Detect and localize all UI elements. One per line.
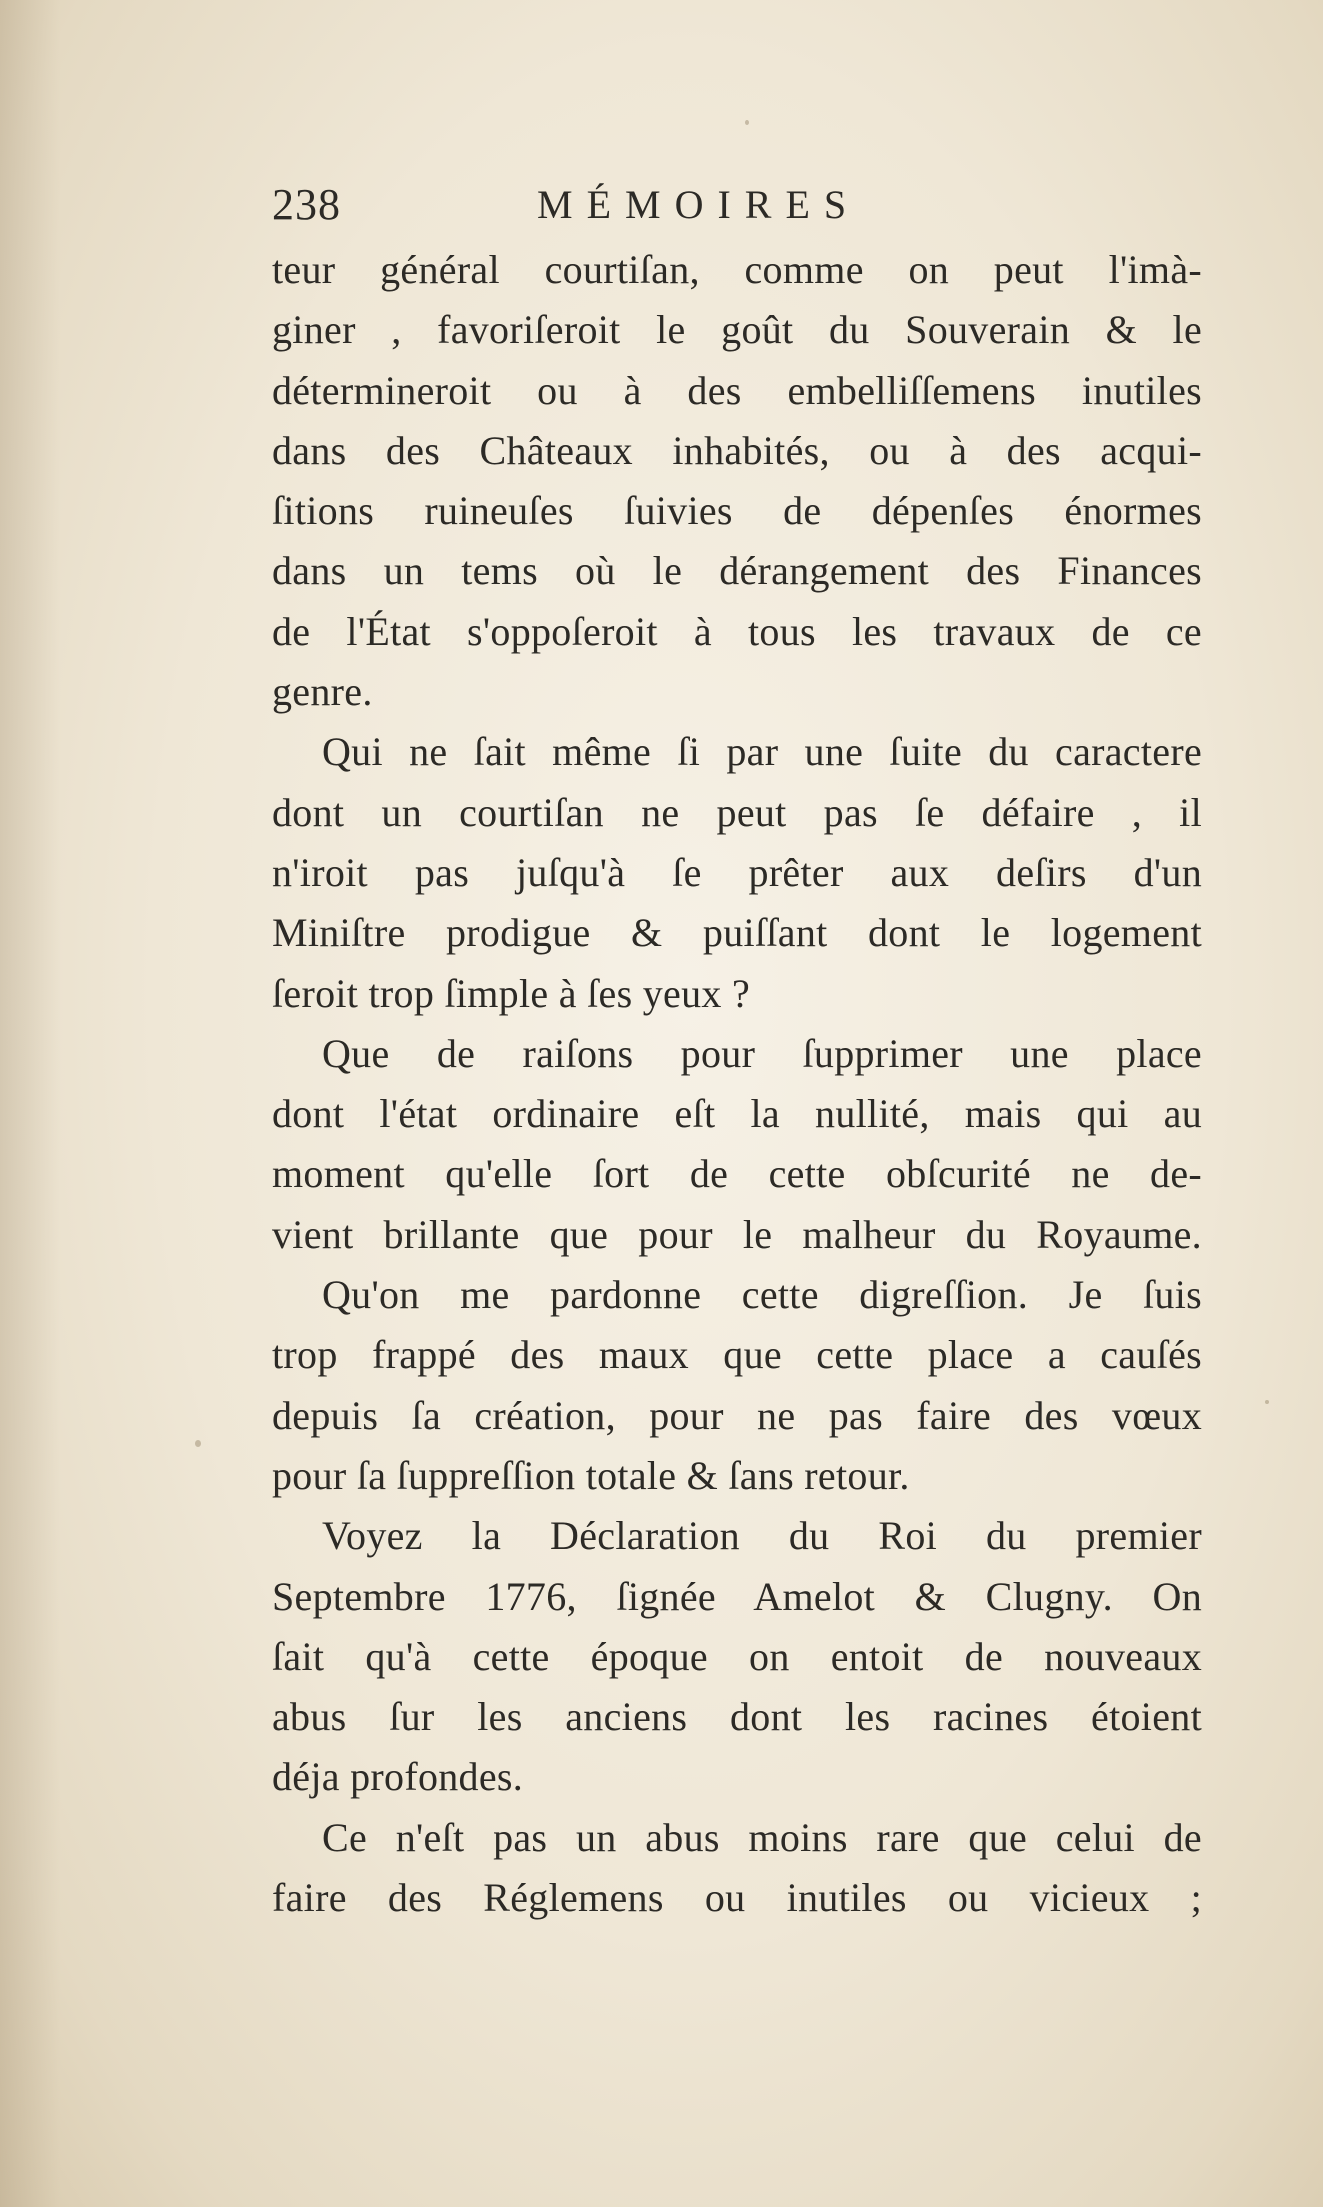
text-line: trop frappé des maux que cette place a cauſés	[272, 1332, 1202, 1378]
text-line: depuis ſa création, pour ne pas faire des vœux	[272, 1392, 1202, 1438]
text-line: pour ſa ſuppreſſion totale & ſans retour.	[272, 1452, 910, 1498]
text-line: Septembre 1776, ſignée Amelot & Clugny. On	[272, 1573, 1202, 1619]
text-line: giner , favoriſeroit le goût du Souverain & le	[272, 307, 1202, 353]
text-line: teur général courtiſan, comme on peut l'imà-	[272, 247, 1202, 292]
text-line: Qu'on me pardonne cette digreſſion. Je ſuis	[322, 1272, 1202, 1318]
text-line: déja profondes.	[272, 1754, 524, 1800]
text-line: ſitions ruineuſes ſuivies de dépenſes énormes	[272, 488, 1202, 534]
page-edge-shadow	[0, 0, 60, 2207]
text-line: de l'État s'oppoſeroit à tous les travaux de ce	[272, 608, 1202, 654]
text-line: dont l'état ordinaire eſt la nullité, mais qui au	[272, 1091, 1202, 1137]
text-line: n'iroit pas juſqu'à ſe prêter aux deſirs d'un	[272, 849, 1202, 895]
text-line: ſait qu'à cette époque on entoit de nouveaux	[272, 1633, 1202, 1679]
text-line: abus ſur les anciens dont les racines étoient	[272, 1694, 1202, 1740]
text-line: Ce n'eſt pas un abus moins rare que celui de	[322, 1814, 1202, 1860]
text-line: ſeroit trop ſimple à ſes yeux ?	[272, 970, 751, 1016]
text-line: dont un courtiſan ne peut pas ſe défaire , il	[272, 789, 1202, 835]
paper-blemish	[195, 1440, 201, 1447]
text-line: vient brillante que pour le malheur du Royaume.	[272, 1211, 1202, 1257]
paper-blemish	[1265, 1400, 1269, 1404]
text-line: Voyez la Déclaration du Roi du premier	[322, 1513, 1202, 1559]
body-text	[272, 240, 1202, 1928]
text-line: Que de raiſons pour ſupprimer une place	[322, 1030, 1202, 1076]
text-line: faire des Réglemens ou inutiles ou vicieux ;	[272, 1875, 1202, 1921]
text-line: Miniſtre prodigue & puiſſant dont le logement	[272, 910, 1202, 956]
text-line: genre.	[272, 669, 373, 715]
text-line: moment qu'elle ſort de cette obſcurité ne de-	[272, 1151, 1202, 1197]
text-line: détermineroit ou à des embelliſſemens inutiles	[272, 367, 1202, 413]
text-line: dans un tems où le dérangement des Finances	[272, 548, 1202, 594]
text-line: dans des Châteaux inhabités, ou à des acqui-	[272, 427, 1202, 473]
paper-blemish	[745, 120, 749, 125]
page-header	[272, 175, 932, 235]
text-line: Qui ne ſait même ſi par une ſuite du caractere	[322, 729, 1202, 775]
running-head: MÉMOIRES	[537, 182, 861, 227]
page-number: 238	[272, 180, 341, 229]
